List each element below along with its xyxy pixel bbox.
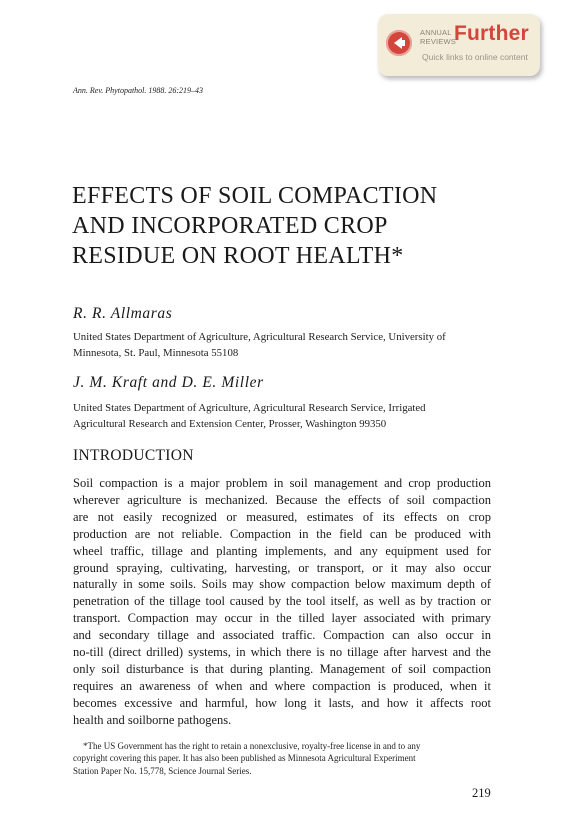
footnote-line: copyright covering this paper. It has also been published as Minnesota Agricultural Experiment	[73, 753, 416, 764]
badge-further-label: Further	[454, 22, 529, 45]
title-line: AND INCORPORATED CROP	[72, 213, 388, 239]
badge-publisher-label: ANNUAL REVIEWS	[420, 28, 456, 46]
paragraph-line: ground spraying, cultivating, harvesting, or transport, or it may also occur	[73, 560, 491, 575]
footnote	[73, 740, 491, 777]
badge-subtitle: Quick links to online content	[422, 52, 528, 62]
author-name-2: J. M. Kraft and D. E. Miller	[73, 374, 264, 391]
paragraph-line: Soil compaction is a major problem in soil management and crop production	[73, 476, 491, 490]
footnote-line: Station Paper No. 15,778, Science Journal Series.	[73, 765, 252, 776]
paragraph-line: penetration of the tillage tool caused by the tool itself, as well as by traction or	[73, 594, 491, 609]
paragraph-line: are not easily recognized or measured, estimates of its effects on crop	[73, 509, 491, 524]
paragraph-line: health and soilborne pathogens.	[73, 712, 232, 727]
footnote-line: *The US Government has the right to retain a nonexclusive, royalty-free license in and to any	[83, 741, 421, 751]
arrow-left-circle-icon	[386, 30, 412, 56]
paragraph-line: transport. Compaction may occur in the tilled layer associated with primary	[73, 611, 491, 626]
author-name-1: R. R. Allmaras	[73, 305, 173, 322]
title-line: EFFECTS OF SOIL COMPACTION	[72, 183, 438, 209]
paragraph-line: naturally in some soils. Soils may show compaction below maximum depth of	[73, 577, 491, 592]
paragraph-line: production are not reliable. Compaction in the field can be produced with	[73, 526, 491, 541]
paragraph-line: becomes excessive and harmful, how long it lasts, and how it affects root	[73, 695, 491, 710]
paragraph-line: no-till (direct drilled) systems, in which there is no tillage after harvest and the	[73, 645, 491, 660]
paragraph-line: only soil disturbance is that during planting. Management of soil compaction	[73, 661, 491, 676]
section-heading-introduction: INTRODUCTION	[73, 447, 194, 464]
introduction-paragraph	[73, 475, 491, 729]
title-line: RESIDUE ON ROOT HEALTH*	[72, 243, 404, 269]
paragraph-line: requires an awareness of when and where compaction is produced, when it	[73, 678, 491, 693]
author-affiliation-1: United States Department of Agriculture, Agricultural Research Service, University of Minnesota, St. Paul, Minnesota 55108	[73, 331, 446, 359]
paper-title	[72, 181, 502, 271]
paragraph-line: and secondary tillage and associated traffic. Compaction can also occur in	[73, 628, 491, 643]
journal-citation: Ann. Rev. Phytopathol. 1988. 26:219–43	[73, 86, 204, 95]
author-affiliation-2: United States Department of Agriculture, Agricultural Research Service, Irrigated Agricultural Research and Extension Center, Prosser, Washington 99350	[73, 402, 426, 430]
page-number: 219	[472, 786, 491, 800]
paragraph-line: wherever agriculture is mechanized. Because the effects of soil compaction	[73, 492, 491, 507]
annual-reviews-further-badge[interactable]	[378, 14, 540, 76]
paragraph-line: wheel traffic, tillage and planting implements, and any equipment used for	[73, 543, 491, 558]
